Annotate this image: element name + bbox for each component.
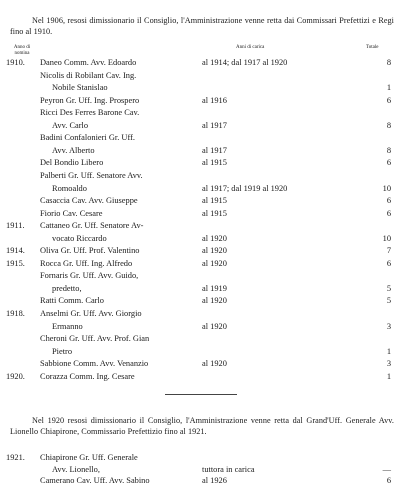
councillor-name: vocato Riccardo [52,233,107,243]
term-period: al 1917 [202,145,227,155]
councillor-name: Nicolis di Robilant Cav. Ing. [40,70,137,80]
term-period: al 1920 [202,296,227,306]
councillor-name: Palberti Gr. Uff. Senatore Avv. [40,170,143,180]
councillor-name: Avv. Carlo [52,120,89,130]
table-row [0,120,400,131]
table-row [0,321,400,332]
term-period: al 1920 [202,233,227,243]
table-row [0,107,400,118]
councillor-name: Chiapirone Gr. Uff. Generale [40,453,138,462]
appointment-year: 1910. [6,58,25,67]
table-row [0,233,400,244]
table-row [0,145,400,156]
councillor-name: Casaccia Cav. Avv. Giuseppe [40,196,138,206]
table-row [0,82,400,93]
term-period: al 1917; dal 1919 al 1920 [202,183,288,193]
term-period: al 1920 [202,321,227,331]
table-row [0,475,400,486]
table-row [0,258,400,269]
councillor-name: Fornaris Gr. Uff. Avv. Guido, [40,271,139,281]
term-period: al 1914; dal 1917 al 1920 [202,58,288,67]
councillor-name: Badini Confalonieri Gr. Uff. [40,133,135,143]
councillor-name: Pietro [52,346,73,356]
table-row [0,464,400,475]
column-header-year: Anno di nomina [13,45,31,56]
term-total: 1 [386,83,391,93]
table-row [0,157,400,168]
intro-paragraph-1920: Nel 1920 resosi dimissionario il Consiglio, l'Amministrazione venne retta dal Grand'Uff. Generale Avv. Lionello Chiapirone, Commissario Prefettizio fino al 1921. [10,416,394,436]
term-period: al 1919 [202,283,227,293]
table-row [0,95,400,106]
councillor-name: Rocca Gr. Uff. Ing. Alfredo [40,258,133,268]
table-row [0,346,400,357]
term-total: 5 [386,283,391,293]
term-total: 6 [386,208,391,218]
councillor-name: Nobile Stanislao [52,83,108,93]
term-total: 3 [386,321,391,331]
term-total: 5 [386,296,391,306]
councillor-name: Anselmi Gr. Uff. Avv. Giorgio [40,309,142,318]
table-row [0,57,400,68]
term-total: 1 [386,346,391,356]
table-row [0,70,400,81]
intro-paragraph-1906: Nel 1906, resosi dimissionario il Consiglio, l'Amministrazione venne retta dai Commissari Prefettizi e Regi fino al 1910. [10,16,394,36]
councillor-name: Ratti Comm. Carlo [40,296,104,306]
term-period: tuttora in carica [202,464,255,474]
term-total: 10 [382,183,391,193]
term-period: al 1926 [202,476,227,486]
councillor-name: Del Bondio Libero [40,158,104,168]
councillor-name: predetto, [52,283,82,293]
table-row [0,283,400,294]
term-total: 8 [386,120,391,130]
table-row [0,245,400,256]
term-total: 6 [386,258,391,268]
column-header-period: Anni di carica [236,45,265,50]
term-period: al 1916 [202,95,227,105]
section-divider [165,394,237,395]
councillor-name: Avv. Lionello, [52,464,100,474]
term-period: al 1920 [202,258,227,268]
appointment-year: 1918. [6,309,25,318]
councillor-name: Peyron Gr. Uff. Ing. Prospero [40,95,140,105]
table-row [0,308,400,319]
appointment-year: 1915. [6,258,25,268]
term-total: 6 [386,196,391,206]
councillor-name: Avv. Alberto [52,145,95,155]
councillor-name: Oliva Gr. Uff. Prof. Valentino [40,246,140,256]
councillor-name: Ricci Des Ferres Barone Cav. [40,108,140,118]
councillor-name: Corazza Comm. Ing. Cesare [40,371,135,381]
table-row [0,132,400,143]
term-period: al 1915 [202,196,227,206]
councillor-name: Daneo Comm. Avv. Edoardo [40,58,137,67]
table-row [0,270,400,281]
term-total: 8 [386,58,391,67]
column-header-total: Totale [366,45,379,50]
table-row [0,220,400,231]
table-row [0,195,400,206]
councillor-name: Ermanno [52,321,83,331]
table-row [0,358,400,369]
term-total: — [382,464,391,474]
table-row [0,295,400,306]
term-period: al 1915 [202,158,227,168]
appointment-year: 1920. [6,371,25,381]
term-total: 8 [386,145,391,155]
table-row [0,170,400,181]
term-period: al 1920 [202,359,227,369]
term-total: 6 [386,476,391,486]
appointment-year: 1921. [6,453,25,462]
councillor-name: Cheroni Gr. Uff. Avv. Prof. Gian [40,334,150,344]
term-total: 7 [386,246,391,256]
councillor-name: Romoaldo [52,183,87,193]
table-row [0,183,400,194]
term-total: 10 [382,233,391,243]
term-total: 1 [386,371,391,381]
councillor-name: Cattaneo Gr. Uff. Senatore Av- [40,221,144,231]
term-total: 6 [386,158,391,168]
councillor-name: Fiorio Cav. Cesare [40,208,103,218]
term-period: al 1917 [202,120,227,130]
term-period: al 1915 [202,208,227,218]
table-row [0,333,400,344]
appointment-year: 1911. [6,221,25,231]
term-total: 3 [386,359,391,369]
appointment-year: 1914. [6,246,25,256]
councillor-name: Camerano Cav. Uff. Avv. Sabino [40,476,150,486]
table-row [0,452,400,463]
table-row [0,208,400,219]
term-total: 6 [386,95,391,105]
councillor-name: Sabbione Comm. Avv. Venanzio [40,359,149,369]
term-period: al 1920 [202,246,227,256]
table-row [0,371,400,382]
